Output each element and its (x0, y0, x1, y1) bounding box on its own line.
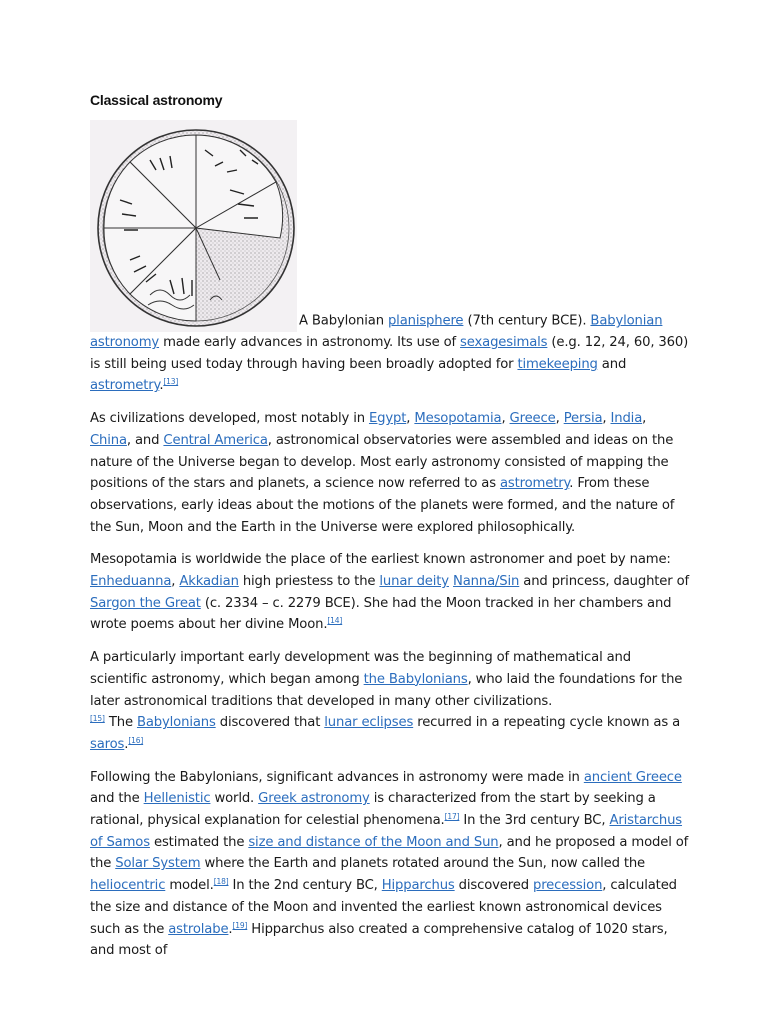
text-run: (7th century BCE). (463, 313, 591, 329)
citation-superscript (445, 812, 460, 821)
link-astrometry[interactable]: astrometry (90, 378, 160, 394)
text-run: high priestess to the (238, 574, 380, 590)
text-run: world. (210, 791, 259, 807)
citation-13[interactable]: [13] (163, 377, 179, 387)
babylonian-planisphere-image (90, 120, 297, 332)
text-run: . (124, 736, 129, 752)
text-run: In the 3rd century BC, (459, 813, 610, 829)
text-run: , (555, 411, 564, 427)
paragraph-babylonians (90, 647, 690, 756)
link-ancient-greece[interactable]: ancient Greece (583, 769, 682, 785)
text-run: and (597, 356, 627, 372)
text-run: discovered (454, 878, 533, 894)
link-lunar-deity[interactable]: lunar deity (379, 574, 449, 590)
link-hipparchus[interactable]: Hipparchus (381, 878, 455, 894)
link-astrometry-2[interactable]: astrometry (499, 476, 570, 492)
text-run: A particularly important early development was the beginning of mathematical and scientific astronomy, which began among (90, 650, 631, 687)
link-hellenistic[interactable]: Hellenistic (143, 791, 211, 807)
link-akkadian[interactable]: Akkadian (179, 574, 239, 590)
text-run: , calculated the size and distance of the Moon and invented the earliest known astronomical devices such as the (90, 878, 677, 937)
link-lunar-eclipses[interactable]: lunar eclipses (324, 715, 414, 731)
text-run: . From these observations, early ideas about the motions of the planets were formed, and the nature of the Sun, Moon and the Earth in the Universe were explored philosophically. (90, 476, 675, 535)
link-babylonian-astronomy[interactable]: Babylonian astronomy (90, 313, 663, 350)
text-run: , (642, 411, 647, 427)
link-babylonians[interactable]: Babylonians (136, 715, 216, 731)
link-aristarchus-of-samos[interactable]: Aristarchus of Samos (90, 813, 683, 850)
text-run: (e.g. 12, 24, 60, 360) is still being used today through having been broadly adopted for (90, 335, 689, 372)
citation-17[interactable]: [17] (444, 812, 460, 822)
link-precession[interactable]: precession (532, 878, 603, 894)
text-run: , (501, 411, 510, 427)
link-mesopotamia[interactable]: Mesopotamia (414, 411, 502, 427)
text-run: , and he proposed a model of the (90, 834, 689, 872)
link-greece[interactable]: Greece (509, 411, 556, 427)
citation-15[interactable]: [15] (90, 714, 105, 724)
text-run: In the 2nd century BC, (228, 878, 382, 894)
text-run: As civilizations developed, most notably in (90, 411, 369, 427)
link-nanna-sin[interactable]: Nanna/Sin (453, 574, 520, 590)
link-egypt[interactable]: Egypt (368, 411, 407, 427)
link-sexagesimals[interactable]: sexagesimals (460, 335, 548, 350)
link-timekeeping[interactable]: timekeeping (517, 356, 598, 372)
link-saros[interactable]: saros (90, 736, 125, 752)
link-enheduanna[interactable]: Enheduanna (90, 574, 172, 590)
text-run: Mesopotamia is worldwide the place of the earliest known astronomer and poet by name: (90, 552, 671, 568)
link-solar-system[interactable]: Solar System (115, 856, 201, 872)
citation-16[interactable]: [16] (128, 735, 144, 745)
text-run: Following the Babylonians, significant advances in astronomy were made in (90, 769, 584, 785)
paragraph-civilizations (90, 408, 690, 538)
link-planisphere[interactable]: planisphere (387, 313, 464, 329)
text-run: . (159, 378, 164, 394)
text-run: is characterized from the start by seeking a rational, physical explanation for celestial phenomena. (90, 791, 656, 829)
paragraph-greece (90, 767, 690, 962)
citation-19[interactable]: [19] (232, 920, 248, 930)
link-heliocentric[interactable]: heliocentric (90, 878, 166, 894)
citation-superscript (232, 921, 247, 930)
text-run: discovered that (215, 715, 325, 731)
text-run: , astronomical observatories were assembled and ideas on the nature of the Universe began to develop. Most early astronomy consisted of mapping the positions of the stars and planets, a science now referred to as (90, 432, 674, 492)
link-the-babylonians[interactable]: the Babylonians (363, 671, 468, 687)
citation-superscript (90, 714, 105, 723)
link-sargon-the-great[interactable]: Sargon the Great (90, 595, 201, 611)
text-run: where the Earth and planets rotated around the Sun, now called the (200, 856, 646, 872)
link-astrolabe[interactable]: astrolabe (168, 921, 229, 937)
citation-18[interactable]: [18] (213, 877, 229, 887)
text-run: made early advances in astronomy. Its use of (159, 335, 461, 350)
text-run: model. (165, 878, 214, 894)
citation-14[interactable]: [14] (327, 616, 343, 626)
section-heading: Classical astronomy (90, 92, 223, 108)
text-run: A Babylonian (299, 313, 388, 329)
text-run: , (406, 411, 415, 427)
citation-superscript (163, 377, 178, 386)
text-run: estimated the (149, 834, 249, 850)
document-page (90, 92, 690, 973)
link-india[interactable]: India (610, 411, 643, 427)
link-persia[interactable]: Persia (563, 411, 603, 427)
citation-superscript (327, 616, 342, 625)
text-run: , who laid the foundations for the later astronomical traditions that developed in many other civilizations. (90, 671, 683, 709)
citation-superscript (214, 877, 229, 886)
citation-superscript (128, 736, 143, 745)
link-size-and-distance[interactable]: size and distance of the Moon and Sun (248, 834, 499, 850)
paragraph-planisphere (90, 120, 690, 397)
text-run: , (171, 574, 180, 590)
link-china[interactable]: China (90, 432, 127, 448)
text-run: recurred in a repeating cycle known as a (413, 715, 681, 731)
text-run: , and (126, 432, 164, 448)
link-central-america[interactable]: Central America (163, 432, 268, 448)
text-run: Hipparchus also created a comprehensive catalog of 1020 stars, and most of (90, 921, 668, 959)
text-run: , (602, 411, 611, 427)
paragraph-mesopotamia (90, 549, 690, 636)
text-run: The (104, 715, 137, 731)
link-greek-astronomy[interactable]: Greek astronomy (258, 791, 370, 807)
text-run: and the (90, 791, 144, 807)
text-run: (c. 2334 – c. 2279 BCE). She had the Moon tracked in her chambers and wrote poems about her divine Moon. (90, 595, 672, 633)
text-run: and princess, daughter of (519, 574, 689, 590)
text-run: . (228, 921, 233, 937)
